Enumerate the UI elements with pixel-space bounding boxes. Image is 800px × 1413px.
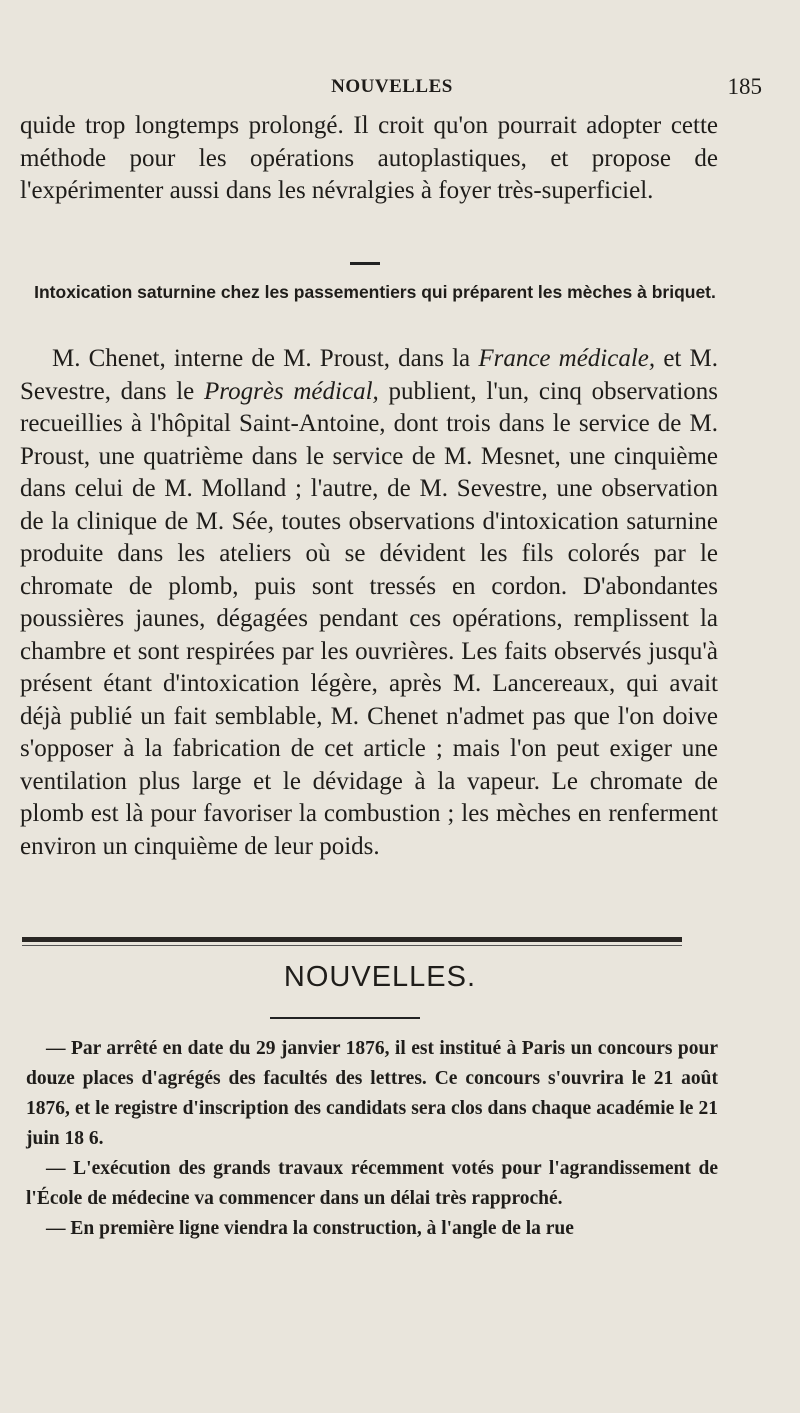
running-head: NOUVELLES xyxy=(331,76,453,97)
news-item: — En première ligne viendra la construction, à l'angle de la rue xyxy=(46,1218,574,1239)
paragraph-start: M. Chenet, interne de M. Proust, dans la xyxy=(52,345,479,372)
thin-divider xyxy=(22,945,682,946)
continued-paragraph xyxy=(20,110,718,208)
journal-title-1: France médicale, xyxy=(478,345,656,372)
section-title: Intoxication saturnine chez les passementiers qui préparent les mèches à briquet. xyxy=(34,282,716,302)
nouvelles-heading: NOUVELLES. xyxy=(283,961,477,993)
thick-divider xyxy=(22,937,682,942)
news-item: — L'exécution des grands travaux récemment votés pour l'agrandissement de l'École de médecine va commencer dans un délai très rapproché. xyxy=(26,1158,718,1209)
section-divider xyxy=(350,262,380,265)
heading-underline xyxy=(270,1017,420,1019)
news-list xyxy=(26,1034,718,1244)
page-number: 185 xyxy=(727,74,762,99)
paragraph-text: quide trop longtemps prolongé. Il croit qu'on pourrait adopter cette méthode pour les opérations autoplastiques, et propose de l'expérimenter aussi dans les névralgies à foyer très-superficiel. xyxy=(20,112,718,204)
page-header xyxy=(22,76,762,106)
paragraph-middle: et M. Sevestre, dans le xyxy=(20,345,718,405)
journal-title-2: Progrès médical, xyxy=(204,377,379,405)
news-item: — Par arrêté en date du 29 janvier 1876, il est institué à Paris un concours pour douze places d'agrégés des facultés des lettres. Ce concours s'ouvrira le 21 août 1876, et le registre d'inscription des candidats sera clos dans chaque académie le 21 juin 18 6. xyxy=(26,1038,718,1149)
paragraph-rest: publient, l'un, cinq observations recueillies à l'hôpital Saint-Antoine, dont trois dans le service de M. Proust, une quatrième dans le service de M. Mesnet, une cinquième dans celui de M. Molland ; l'autre, de M. Sevestre, une observation de la clinique de M. Sée, toutes observations d'intoxication saturnine produite dans les ateliers où se dévident les fils colorés par le chromate de plomb, puis sont tressés en cordon. D'abondantes poussières jaunes, dégagées pendant ces opérations, remplissent la chambre et sont respirées par les ouvrières. Les faits observés jusqu'à présent étant d'intoxication légère, après M. Lancereaux, qui avait déjà publié un fait semblable, M. Chenet n'admet pas que l'on doive s'opposer à la fabrication de cet article ; mais l'on peut exiger une ventilation plus large et le dévidage à la vapeur. Le chromate de plomb est là pour favoriser la combustion ; les mèches en renferment environ un cinquième de leur poids. xyxy=(20,377,718,860)
article-paragraph xyxy=(20,343,718,863)
